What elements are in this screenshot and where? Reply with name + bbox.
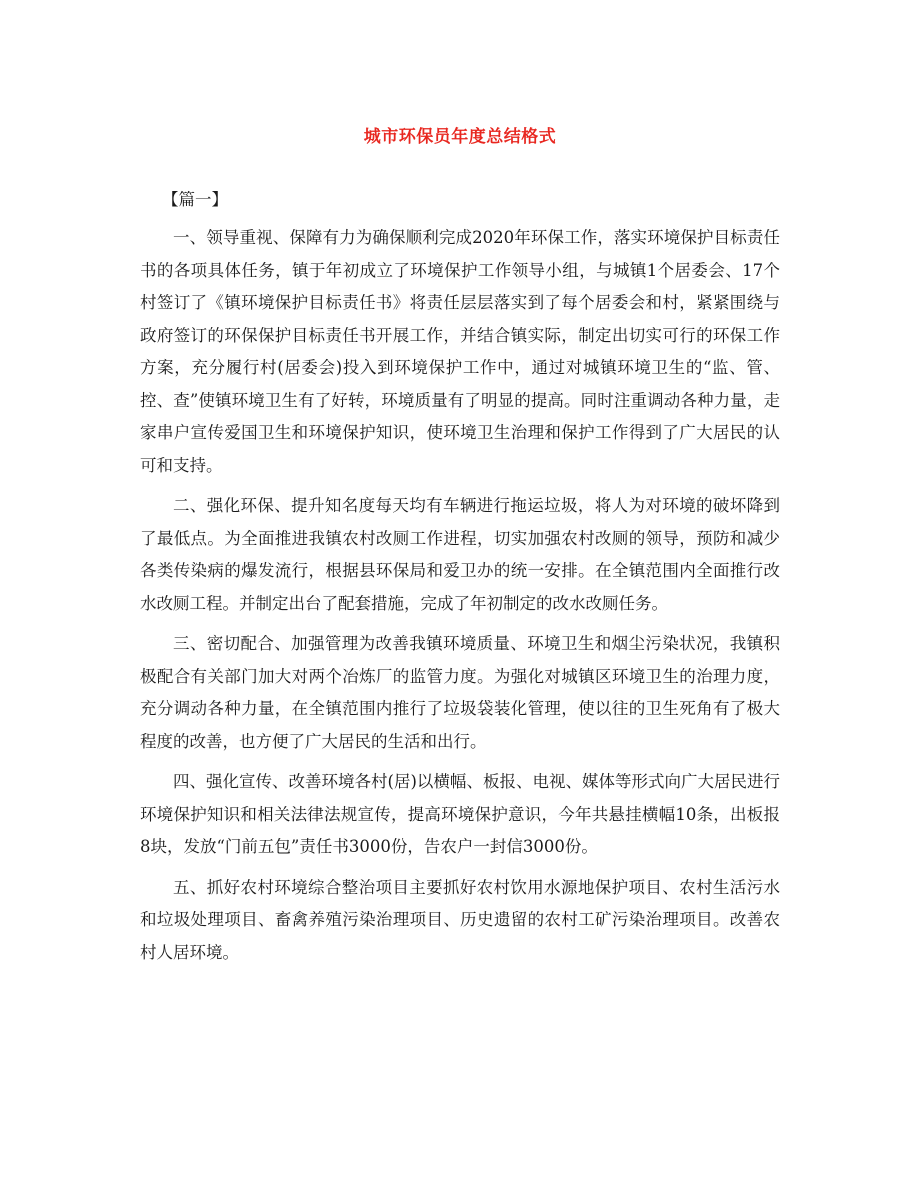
document-title: 城市环保员年度总结格式 [363, 127, 557, 147]
paragraph-5: 五、抓好农村环境综合整治项目主要抓好农村饮用水源地保护项目、农村生活污水和垃圾处理项目、畜禽养殖污染治理项目、历史遗留的农村工矿污染治理项目。改善农村人居环境。 [140, 877, 780, 962]
document-body [140, 186, 780, 977]
paragraph-2: 二、强化环保、提升知名度每天均有车辆进行拖运垃圾，将人为对环境的破坏降到了最低点。为全面推进我镇农村改厕工作进程，切实加强农村改厕的领导，预防和减少各类传染病的爆发流行，根据县环保局和爱卫办的统一安排。在全镇范围内全面推行改水改厕工程。并制定出台了配套措施，完成了年初制定的改水改厕任务。 [140, 496, 780, 613]
paragraph-4: 四、强化宣传、改善环境各村(居)以横幅、板报、电视、媒体等形式向广大居民进行环境保护知识和相关法律法规宣传，提高环境保护意识，今年共悬挂横幅10条，出板报8块，发放“门前五包”责任书3000份，告农户一封信3000份。 [140, 772, 780, 856]
paragraph-1: 一、领导重视、保障有力为确保顺利完成2020年环保工作，落实环境保护目标责任书的各项具体任务，镇于年初成立了环境保护工作领导小组，与城镇1个居委会、17个村签订了《镇环境保护目标责任书》将责任层层落实到了每个居委会和村，紧紧围绕与政府签订的环保保护目标责任书开展工作，并结合镇实际，制定出切实可行的环保工作方案，充分履行村(居委会)投入到环境保护工作中，通过对城镇环境卫生的“监、管、控、查”使镇环境卫生有了好转，环境质量有了明显的提高。同时注重调动各种力量，走家串户宣传爱国卫生和环境保护知识，使环境卫生治理和保护工作得到了广大居民的认可和支持。 [140, 228, 780, 475]
paragraph-3: 三、密切配合、加强管理为改善我镇环境质量、环境卫生和烟尘污染状况，我镇积极配合有关部门加大对两个冶炼厂的监管力度。为强化对城镇区环境卫生的治理力度，充分调动各种力量，在全镇范围内推行了垃圾袋装化管理，使以往的卫生死角有了极大程度的改善，也方便了广大居民的生活和出行。 [140, 634, 780, 751]
section-label: 【篇一】 [162, 190, 228, 209]
